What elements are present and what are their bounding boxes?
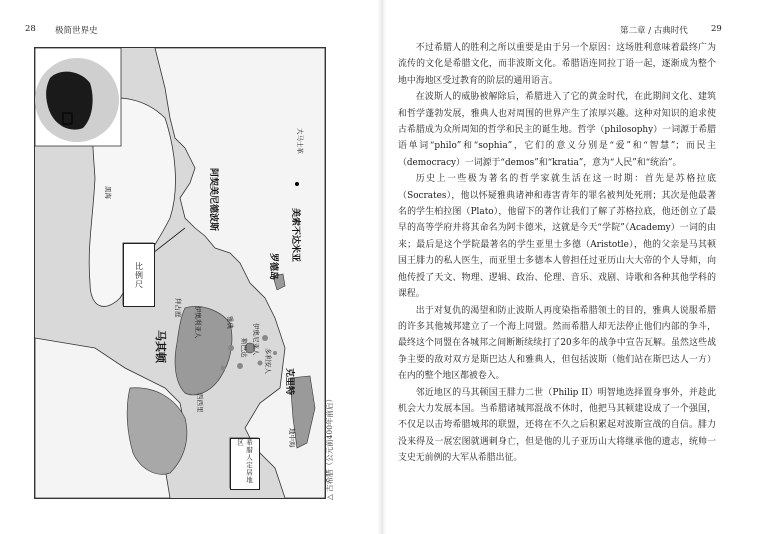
label-sparta: 斯巴达 bbox=[240, 338, 248, 358]
label-scale: 比例尺 bbox=[123, 243, 155, 307]
right-running-title: 第二章 / 古典时代 bbox=[620, 26, 688, 36]
label-dorian: 多利安人 bbox=[264, 348, 272, 374]
map-graphic bbox=[35, 48, 325, 498]
paragraph: 历史上一些极为著名的哲学家就生活在这一时期：首先是苏格拉底（Socrates），他以怀疑雅典诸神和毒害青年的罪名被判处死刑；其次是他最著名的学生柏拉图（Plato），他留下的著作让我们了解了苏格拉底，他还创立了最早的高等学府并将其命名为阿卡德米，这就是今天“学院”（Academy）一词的由来；最后是这个学院最著名的学生亚里士多德（Aristotle），他的父亲是马其顿国王腓力的私人医生，而亚里士多德本人曾担任过亚历山大大帝的个人导师，向他传授了天文、物理、逻辑、政治、伦理、音乐、戏剧、诗歌和各种其他学科的课程。 bbox=[398, 174, 716, 300]
label-macedonia: 马其顿 bbox=[154, 330, 167, 363]
ancient-greece-map bbox=[34, 47, 326, 499]
left-page-number: 28 bbox=[25, 24, 36, 34]
label-north: 大马士革 bbox=[296, 128, 304, 154]
label-persia: 阿契美尼德波斯 bbox=[208, 168, 218, 232]
paragraph: 不过希腊人的胜利之所以重要是由于另一个原因：这场胜利意味着最终广为流传的文化是希腊文化，而非波斯文化。希腊语连同拉丁语一起，逐渐成为整个地中海地区受过教育的阶层的通用语言。 bbox=[398, 43, 716, 86]
label-mesopotamia: 美索不达米亚 bbox=[290, 208, 300, 263]
label-crete: 克里特 bbox=[284, 368, 294, 396]
right-page-number: 29 bbox=[711, 24, 722, 34]
label-greek-settlement: 希腊人定居地区 bbox=[230, 438, 260, 490]
label-athens: 雅典 bbox=[226, 316, 234, 329]
body-text bbox=[398, 40, 716, 467]
label-mediterranean: 地中海 bbox=[288, 428, 296, 448]
map-caption: △ 古希腊（公元前400年前后） bbox=[325, 395, 334, 500]
label-byzantium: 拜占庭 bbox=[174, 298, 182, 318]
paragraph: 出于对复仇的渴望和防止波斯人再度染指希腊领土的目的，雅典人说服希腊的许多其他城邦建立了一个海上同盟。然而希腊人却无法停止他们内部的争斗，最终这个同盟在各城邦之间断断续续打了20多年的战争中宣告瓦解。虽然这些战争主要的敌对双方是斯巴达人和雅典人，但包括波斯（他们站在斯巴达人一方）在内的整个地区都被卷入。 bbox=[398, 305, 716, 382]
book-gutter bbox=[377, 0, 387, 534]
label-ionian-people: 伊奥尼亚人 bbox=[252, 323, 260, 356]
label-sicily: 西西里 bbox=[196, 393, 204, 413]
label-black-sea: 黑海 bbox=[104, 186, 112, 199]
label-rhodes: 罗德岛 bbox=[268, 253, 278, 281]
paragraph: 在波斯人的威胁被解除后，希腊进入了它的黄金时代，在此期间文化、建筑和哲学蓬勃发展，雅典人也对周围的世界产生了浓厚兴趣。这种对知识的追求使古希腊成为众所周知的哲学和民主的诞生地。哲学（philosophy）一词源于希腊语单词“philo”和“sophia”，它们的意义分别是“爱”和“智慧”；而民主（democracy）一词源于“demos”和“kratia”，意为“人民”和“统治”。 bbox=[398, 92, 716, 168]
paragraph: 邻近地区的马其顿国王腓力二世（Philip II）明智地选择置身事外，并趁此机会大力发展本国。当希腊诸城邦混战不休时，他把马其顿建设成了一个强国，不仅足以击垮希腊城邦的联盟，还将在不久之后积累起对波斯宣战的自信。腓力没来得及一展宏图就遇刺身亡，但是他的儿子亚历山大将继承他的遗志，统帅一支史无前例的大军从希腊出征。 bbox=[398, 387, 716, 464]
left-running-title: 极简世界史 bbox=[55, 26, 98, 36]
label-ionia: 伊奥利亚人 bbox=[194, 306, 202, 339]
